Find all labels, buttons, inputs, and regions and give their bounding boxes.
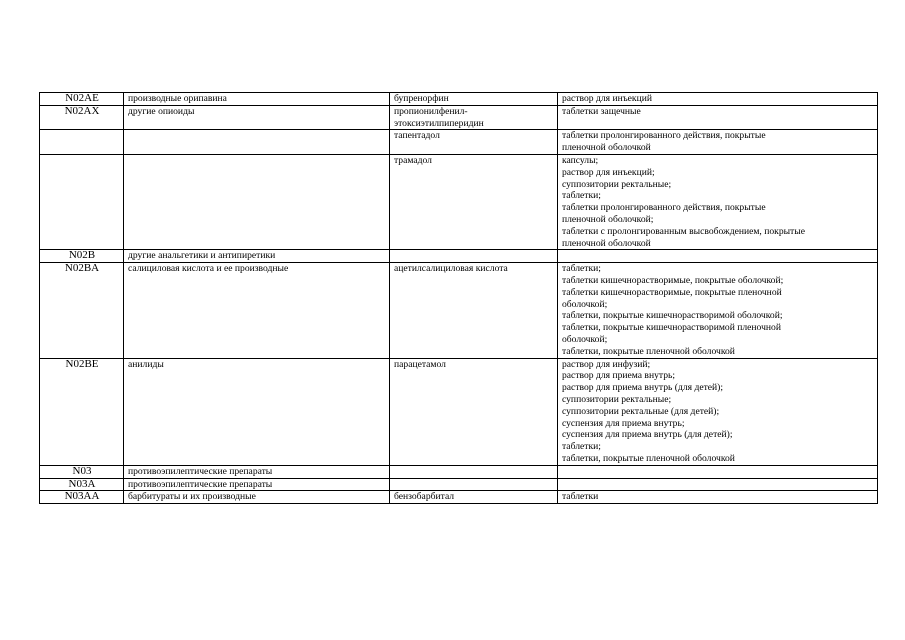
form-line: таблетки, покрытые кишечнорастворимой пленочной: [562, 322, 781, 334]
inn-cell: [390, 154, 558, 249]
inn-line: бензобарбитал: [394, 491, 455, 503]
forms-cell: [558, 250, 878, 263]
inn-cell: [390, 93, 558, 106]
form-line: суспензия для приема внутрь (для детей);: [562, 429, 733, 441]
atc-code-cell: [40, 358, 124, 465]
group-cell: [124, 263, 390, 358]
inn-line: [394, 466, 554, 478]
atc-code-cell: [40, 105, 124, 130]
atc-code: N03AA: [64, 490, 100, 503]
table-row: [40, 465, 878, 478]
form-line: пленочной оболочкой;: [562, 213, 654, 225]
form-line: раствор для инфузий;: [562, 358, 651, 370]
group-cell: [124, 93, 390, 106]
group-cell: [124, 465, 390, 478]
form-line: таблетки;: [562, 441, 601, 453]
group-name: [128, 155, 386, 167]
table-row: [40, 358, 878, 465]
forms-cell: [558, 105, 878, 130]
atc-code: [44, 130, 120, 142]
form-line: [562, 479, 874, 491]
inn-cell: [390, 105, 558, 130]
group-cell: [124, 478, 390, 491]
forms-cell: [558, 130, 878, 155]
table-row: [40, 130, 878, 155]
form-line: пленочной оболочкой: [562, 237, 651, 249]
form-line: оболочкой;: [562, 333, 608, 345]
inn-cell: [390, 465, 558, 478]
inn-cell: [390, 263, 558, 358]
inn-cell: [390, 130, 558, 155]
form-line: раствор для инъекций: [562, 93, 652, 104]
inn-cell: [390, 478, 558, 491]
atc-code: N02AX: [64, 105, 100, 117]
forms-cell: [558, 154, 878, 249]
inn-line: бупренорфин: [394, 93, 449, 104]
atc-code: N02BE: [65, 358, 99, 370]
inn-line: трамадол: [394, 154, 432, 166]
form-line: суспензия для приема внутрь;: [562, 417, 685, 429]
inn-line: тапентадол: [394, 130, 440, 142]
inn-cell: [390, 491, 558, 504]
group-name: другие опиоиды: [128, 105, 195, 117]
inn-cell: [390, 358, 558, 465]
inn-line: ацетилсалициловая кислота: [394, 263, 508, 275]
inn-line: парацетамол: [394, 358, 446, 370]
group-name: анилиды: [128, 358, 164, 370]
atc-code: N03: [72, 465, 92, 477]
form-line: таблетки, покрытые кишечнорастворимой оболочкой;: [562, 310, 783, 322]
forms-cell: [558, 478, 878, 491]
atc-code: [44, 155, 120, 167]
group-name: барбитураты и их производные: [128, 491, 256, 503]
forms-cell: [558, 263, 878, 358]
form-line: таблетки защечные: [562, 105, 641, 117]
form-line: таблетки, покрытые пленочной оболочкой: [562, 452, 735, 464]
table-row: [40, 250, 878, 263]
atc-code: N02B: [68, 249, 96, 262]
form-line: таблетки кишечнорастворимые, покрытые оболочкой;: [562, 274, 784, 286]
table-body: [40, 93, 878, 504]
group-cell: [124, 130, 390, 155]
group-name: противоэпилептические препараты: [128, 478, 273, 490]
atc-code: N02BA: [64, 262, 100, 275]
atc-code: N02AE: [65, 92, 99, 104]
group-cell: [124, 154, 390, 249]
table-row: [40, 478, 878, 491]
form-line: таблетки: [562, 491, 599, 503]
group-name: другие анальгетики и антипиретики: [128, 250, 276, 262]
form-line: капсулы;: [562, 154, 599, 166]
form-line: [562, 250, 874, 262]
atc-code-cell: [40, 491, 124, 504]
inn-line: этоксиэтилпиперидин: [394, 117, 484, 129]
group-cell: [124, 105, 390, 130]
form-line: таблетки;: [562, 190, 601, 202]
atc-code-cell: [40, 154, 124, 249]
form-line: суппозитории ректальные (для детей);: [562, 405, 720, 417]
form-line: суппозитории ректальные;: [562, 393, 672, 405]
forms-cell: [558, 358, 878, 465]
form-line: таблетки кишечнорастворимые, покрытые пленочной: [562, 286, 782, 298]
group-name: противоэпилептические препараты: [128, 465, 273, 477]
form-line: пленочной оболочкой: [562, 142, 651, 154]
forms-cell: [558, 465, 878, 478]
table-row: [40, 154, 878, 249]
inn-line: [394, 479, 554, 491]
inn-line: [394, 250, 554, 262]
form-line: раствор для приема внутрь (для детей);: [562, 382, 724, 394]
form-line: таблетки;: [562, 263, 601, 275]
form-line: таблетки, покрытые пленочной оболочкой: [562, 345, 735, 357]
form-line: оболочкой;: [562, 298, 608, 310]
atc-code: N03A: [68, 478, 96, 490]
group-cell: [124, 358, 390, 465]
group-cell: [124, 250, 390, 263]
group-name: производные орипавина: [128, 93, 227, 104]
form-line: [562, 466, 874, 478]
inn-cell: [390, 250, 558, 263]
form-line: таблетки пролонгированного действия, покрытые: [562, 130, 766, 142]
form-line: таблетки с пролонгированным высвобождением, покрытые: [562, 225, 805, 237]
form-line: суппозитории ректальные;: [562, 178, 672, 190]
group-name: салициловая кислота и ее производные: [128, 263, 289, 275]
group-name: [128, 130, 386, 142]
drug-table: [39, 92, 878, 504]
form-line: раствор для инъекций;: [562, 166, 655, 178]
forms-cell: [558, 491, 878, 504]
inn-line: пропионилфенил-: [394, 105, 468, 117]
forms-cell: [558, 93, 878, 106]
atc-code-cell: [40, 263, 124, 358]
atc-code-cell: [40, 250, 124, 263]
group-cell: [124, 491, 390, 504]
table-row: [40, 105, 878, 130]
atc-code-cell: [40, 478, 124, 491]
form-line: таблетки пролонгированного действия, покрытые: [562, 202, 766, 214]
table-row: [40, 263, 878, 358]
table-row: [40, 93, 878, 106]
atc-code-cell: [40, 93, 124, 106]
form-line: раствор для приема внутрь;: [562, 370, 676, 382]
table-row: [40, 491, 878, 504]
atc-code-cell: [40, 130, 124, 155]
atc-code-cell: [40, 465, 124, 478]
